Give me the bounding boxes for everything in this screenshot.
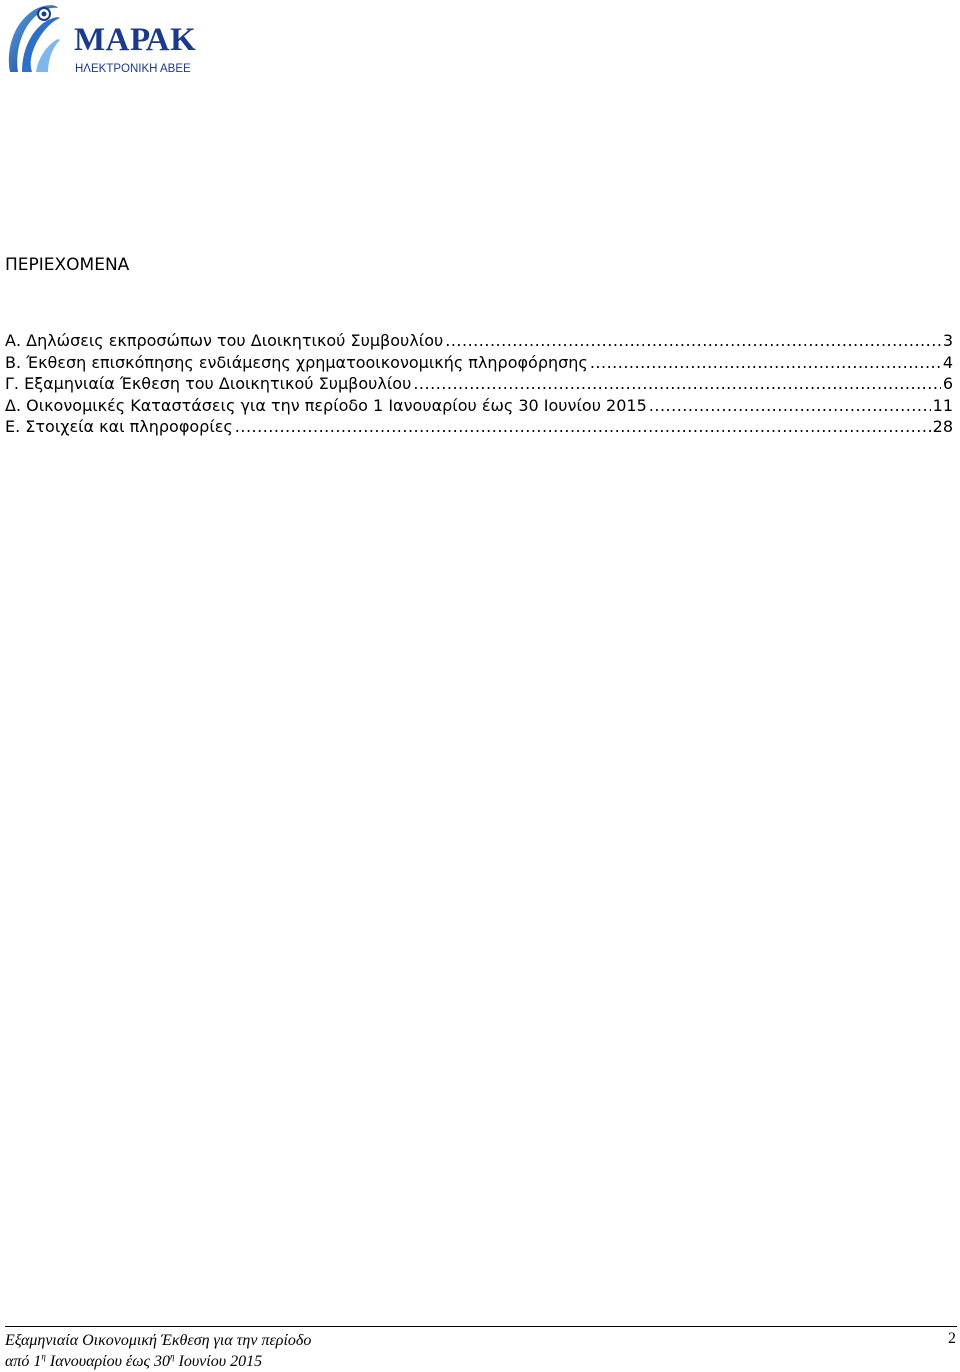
company-logo bbox=[4, 2, 197, 78]
toc-entry-text: Ε. Στοιχεία και πληροφορίες bbox=[5, 417, 233, 436]
logo-subtitle: ΗΛΕΚΤΡΟΝΙΚΗ ΑΒΕΕ bbox=[75, 63, 191, 75]
footer-line-1: Εξαμηνιαία Οικονομική Έκθεση για την περίοδο bbox=[5, 1332, 312, 1349]
toc-entry-text: Α. Δηλώσεις εκπροσώπων του Διοικητικού Συμβουλίου bbox=[5, 331, 444, 350]
toc-dot-leader bbox=[590, 352, 941, 374]
toc-entry-text: Δ. Οικονομικές Καταστάσεις για την περίοδο 1 Ιανουαρίου έως 30 Ιουνίου 2015 bbox=[5, 395, 647, 415]
footer-line-2-part-b: Ιανουαρίου έως 30 bbox=[45, 1353, 171, 1370]
page-number: 2 bbox=[948, 1330, 956, 1347]
logo-name: ΜΑΡΑΚ bbox=[74, 22, 197, 58]
marak-swirl-logo-icon bbox=[4, 2, 60, 76]
toc-page-number: 28 bbox=[932, 417, 953, 436]
toc-entry-text: Γ. Εξαμηνιαία Έκθεση του Διοικητικού Συμβουλίου bbox=[5, 374, 412, 393]
toc-entry-e[interactable] bbox=[5, 416, 953, 438]
toc-entry-b[interactable] bbox=[5, 352, 953, 374]
footer-divider bbox=[5, 1326, 957, 1327]
toc-page-number: 6 bbox=[942, 374, 953, 393]
toc-page-number: 3 bbox=[942, 331, 953, 350]
toc-page-number: 4 bbox=[942, 352, 953, 372]
footer-superscript-a: η bbox=[41, 1351, 46, 1362]
toc-entry-text: Β. Έκθεση επισκόπησης ενδιάμεσης χρηματοοικονομικής πληροφόρησης bbox=[5, 352, 588, 372]
toc-dot-leader bbox=[445, 330, 941, 352]
footer-title bbox=[5, 1330, 311, 1372]
footer-line-2 bbox=[5, 1351, 311, 1372]
footer-line-2-part-a: από 1 bbox=[5, 1353, 42, 1370]
table-of-contents bbox=[5, 330, 953, 438]
toc-title: ΠΕΡΙΕΧΟΜΕΝΑ bbox=[5, 255, 130, 275]
toc-page-number: 11 bbox=[932, 395, 953, 415]
toc-entry-a[interactable] bbox=[5, 330, 953, 352]
footer-line-2-part-c: Ιουνίου 2015 bbox=[174, 1353, 263, 1370]
toc-entry-d[interactable] bbox=[5, 395, 953, 417]
toc-entry-c[interactable] bbox=[5, 373, 953, 395]
toc-dot-leader bbox=[235, 416, 931, 438]
footer-superscript-b: η bbox=[170, 1351, 175, 1362]
toc-dot-leader bbox=[649, 395, 931, 417]
toc-dot-leader bbox=[413, 373, 940, 395]
